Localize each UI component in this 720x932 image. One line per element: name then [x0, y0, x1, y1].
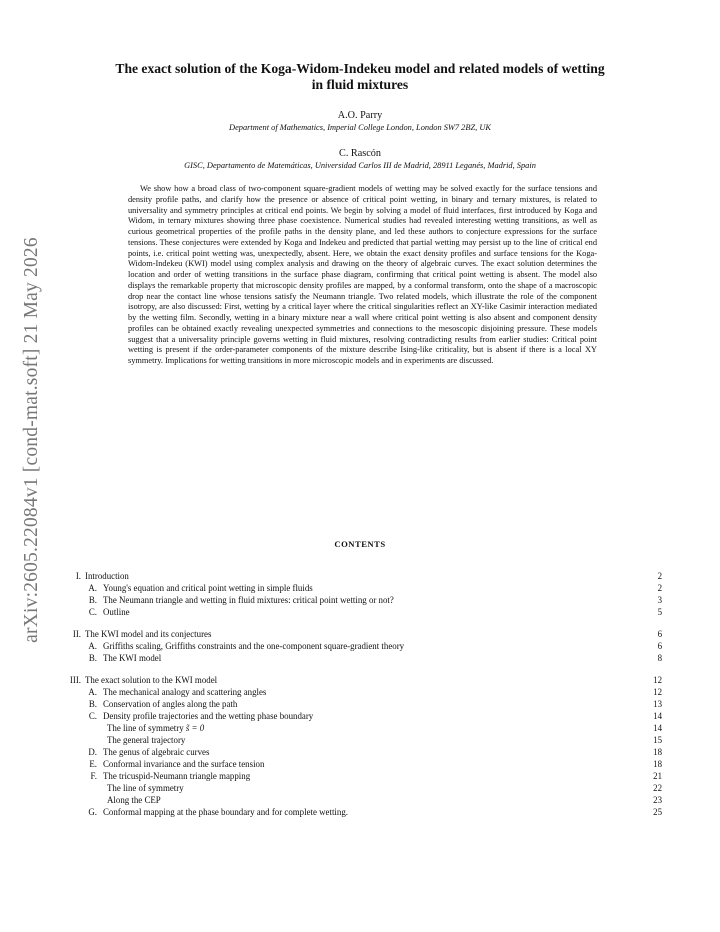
toc-number: B. — [88, 653, 97, 663]
title-line-2: in fluid mixtures — [311, 77, 409, 92]
toc-page-number: 18 — [653, 747, 662, 757]
abstract: We show how a broad class of two-component square-gradient models of wetting may be solved exactly for the surface tensions and density profile paths, and clarify how the presence or absence of critical point wetting, in binary and ternary mixtures, is related to universality and symmetry principles at critical end points. We begin by solving a model of fluid interfaces, first introduced by Koga and Widom, in ternary mixtures showing three phase coexistence. Numerical studies had revealed interesting wetting transitions, as well as curious geometrical properties of the profile paths in the density plane, and led these authors to conjecture expressions for the surface tensions. These conjectures were extended by Koga and Indekeu and predicted that partial wetting may persist up to the line of critical end points, i.e. critical point wetting was, unexpectedly, absent. Here, we obtain the exact density profiles and surface tensions for the Koga-Widom-Indekeu (KWI) model using complex analysis and drawing on the theory of algebraic curves. The exact solution determines the location and order of wetting transitions in the surface phase diagram, confirming that critical point wetting is absent. The model also displays the remarkable property that microscopic density profiles are mapped, by a conformal transform, onto the shape of a macroscopic drop near the contact line whose tensions satisfy the Neumann triangle. Two related models, which illustrate the role of the component isotropy, are also discussed: First, wetting by a critical layer where the critical singularities reflect an XY-like Casimir interaction mediated by the wetting film. Secondly, wetting in a binary mixture near a wall where critical point wetting is also absent and component density profiles can be obtained exactly revealing unexpected symmetries and connections to the mesoscopic disjoining pressure. These models suggest that a universality principle governs wetting in fluid mixtures, resolving contradicting results from earlier studies: Critical point wetting is present if the order-parameter components of the mixture describe Ising-like criticality, but is absent if there is a local XY symmetry. Implications for wetting transitions in more microscopic models and in experiments are discussed. — [128, 184, 597, 365]
toc-title: Conformal mapping at the phase boundary and for complete wetting. — [103, 807, 348, 817]
toc-title: Young's equation and critical point wetting in simple fluids — [103, 583, 313, 593]
toc-subsection[interactable] — [66, 640, 662, 652]
toc-title: The mechanical analogy and scattering angles — [103, 687, 267, 697]
toc-page-number: 12 — [653, 687, 662, 697]
toc-number: III. — [69, 675, 81, 685]
toc-section[interactable] — [66, 628, 662, 640]
toc-page-number: 14 — [653, 723, 662, 733]
toc-number: A. — [88, 687, 97, 697]
toc-subsubsection[interactable] — [66, 722, 662, 734]
toc-page-number: 2 — [657, 571, 662, 581]
toc-subsection[interactable] — [66, 746, 662, 758]
toc-subsection[interactable] — [66, 770, 662, 782]
toc-number: D. — [88, 747, 97, 757]
toc-title — [107, 722, 204, 734]
toc-subsection[interactable] — [66, 698, 662, 710]
toc-title: Outline — [103, 607, 130, 617]
toc-number: E. — [89, 759, 97, 769]
author-name: C. Rascón — [339, 148, 381, 159]
toc-page-number: 23 — [653, 795, 662, 805]
toc-title: Introduction — [85, 571, 129, 581]
toc-page-number: 3 — [657, 595, 662, 605]
paper-title — [60, 61, 660, 93]
table-of-contents — [66, 570, 662, 818]
arxiv-id-text: arXiv:2605.22084v1 [cond-mat.soft] 21 May 2026 — [21, 237, 42, 643]
toc-subsection[interactable] — [66, 758, 662, 770]
toc-page-number: 18 — [653, 759, 662, 769]
toc-title: The Neumann triangle and wetting in fluid mixtures: critical point wetting or not? — [103, 595, 394, 605]
toc-subsubsection[interactable] — [66, 734, 662, 746]
toc-number: A. — [88, 583, 97, 593]
toc-title: The line of symmetry — [107, 783, 184, 793]
toc-section[interactable] — [66, 570, 662, 582]
toc-subsection[interactable] — [66, 582, 662, 594]
toc-subsection[interactable] — [66, 710, 662, 722]
toc-subsection[interactable] — [66, 606, 662, 618]
toc-page-number: 5 — [657, 607, 662, 617]
toc-title: Griffiths scaling, Griffiths constraints and the one-component square-gradient theory — [103, 641, 405, 651]
author-affiliation: Department of Mathematics, Imperial College London, London SW7 2BZ, UK — [229, 123, 491, 132]
author-name: A.O. Parry — [337, 110, 383, 121]
toc-title: Conformal invariance and the surface tension — [103, 759, 265, 769]
arxiv-stamp — [10, 200, 54, 680]
toc-subsection[interactable] — [66, 594, 662, 606]
toc-title-text: The line of symmetry — [107, 723, 186, 733]
toc-subsubsection[interactable] — [66, 782, 662, 794]
toc-title: The KWI model — [103, 653, 162, 663]
toc-page-number: 13 — [653, 699, 662, 709]
toc-page-number: 6 — [657, 641, 662, 651]
toc-number: F. — [90, 771, 97, 781]
toc-page-number: 12 — [653, 675, 662, 685]
title-line-1: The exact solution of the Koga-Widom-Indekeu model and related models of wetting — [115, 61, 605, 76]
toc-number: A. — [88, 641, 97, 651]
toc-number: II. — [72, 629, 81, 639]
toc-title: The genus of algebraic curves — [103, 747, 210, 757]
author-affiliation: GISC, Departamento de Matemáticas, Universidad Carlos III de Madrid, 28911 Leganés, Madrid, Spain — [184, 161, 536, 170]
toc-subsubsection[interactable] — [66, 794, 662, 806]
contents-heading: CONTENTS — [334, 539, 386, 549]
toc-subsection[interactable] — [66, 806, 662, 818]
toc-page-number: 21 — [653, 771, 662, 781]
toc-page-number: 8 — [657, 653, 662, 663]
toc-page-number: 14 — [653, 711, 662, 721]
toc-number: C. — [88, 711, 97, 721]
toc-page-number: 25 — [653, 807, 662, 817]
toc-page-number: 2 — [657, 583, 662, 593]
toc-title: The general trajectory — [107, 735, 186, 745]
toc-number: C. — [88, 607, 97, 617]
toc-page-number: 22 — [653, 783, 662, 793]
toc-number: B. — [88, 595, 97, 605]
toc-page-number: 6 — [657, 629, 662, 639]
toc-subsection[interactable] — [66, 652, 662, 664]
toc-title: Density profile trajectories and the wetting phase boundary — [103, 711, 314, 721]
toc-page-number: 15 — [653, 735, 662, 745]
toc-title: Conservation of angles along the path — [103, 699, 238, 709]
toc-math: s̃ = 0 — [185, 723, 205, 733]
toc-number: G. — [88, 807, 97, 817]
toc-number: I. — [75, 571, 81, 581]
toc-number: B. — [88, 699, 97, 709]
toc-title: The KWI model and its conjectures — [85, 629, 212, 639]
toc-title: Along the CEP — [107, 795, 161, 805]
toc-section[interactable] — [66, 674, 662, 686]
toc-title: The exact solution to the KWI model — [85, 675, 218, 685]
toc-subsection[interactable] — [66, 686, 662, 698]
toc-title: The tricuspid-Neumann triangle mapping — [103, 771, 251, 781]
